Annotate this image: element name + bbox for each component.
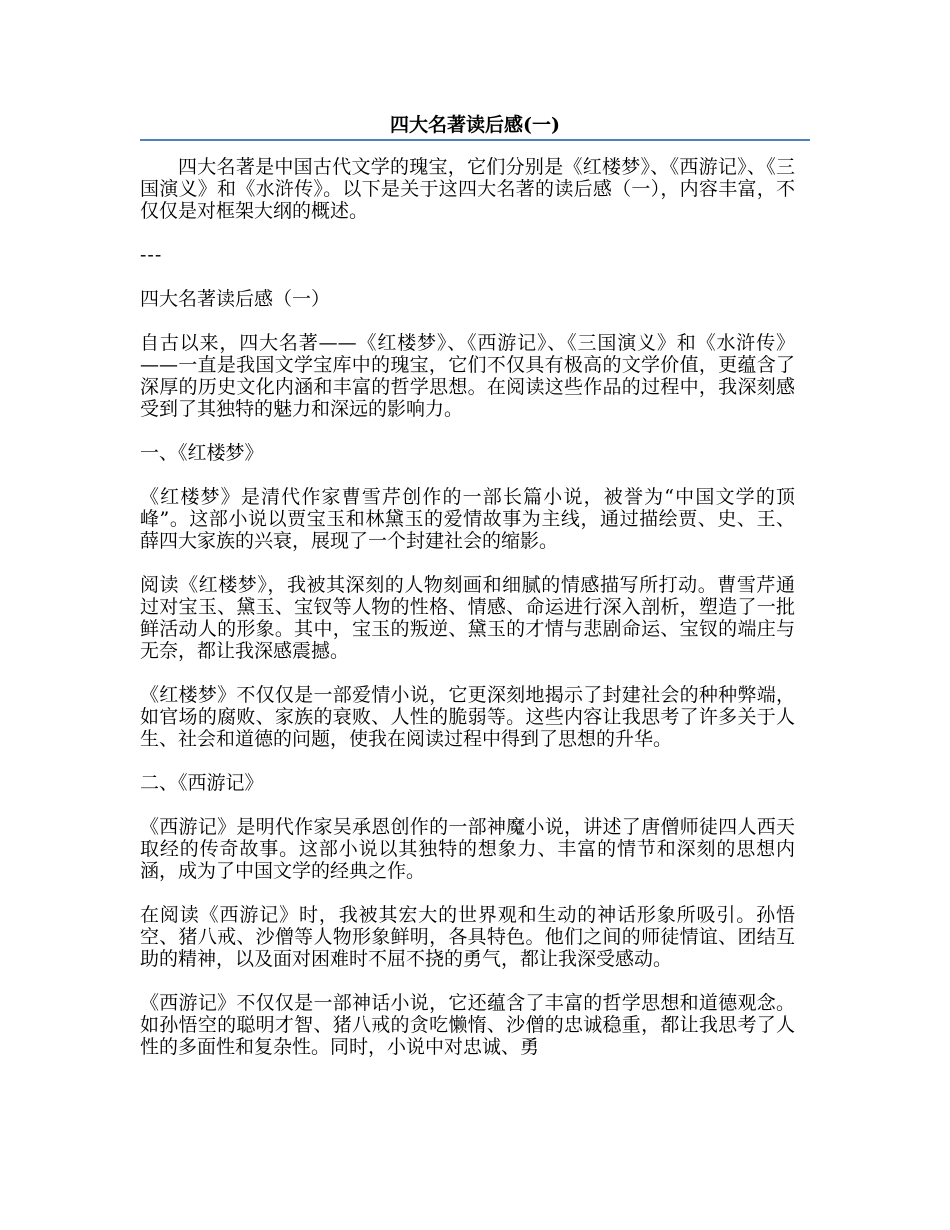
body-paragraph: 《西游记》是明代作家吴承恩创作的一部神魔小说，讲述了唐僧师徒四人西天取经的传奇故事。这部小说以其独特的想象力、丰富的情节和深刻的思想内涵，成为了中国文学的经典之作。: [140, 816, 795, 882]
title-underline: [140, 139, 810, 141]
body-paragraph: 《红楼梦》不仅仅是一部爱情小说，它更深刻地揭示了封建社会的种种弊端，如官场的腐败、家族的衰败、人性的脆弱等。这些内容让我思考了许多关于人生、社会和道德的问题，使我在阅读过程中得到了思想的升华。: [140, 684, 795, 750]
section-separator: ---: [140, 244, 163, 266]
body-paragraph: 在阅读《西游记》时，我被其宏大的世界观和生动的神话形象所吸引。孙悟空、猪八戒、沙僧等人物形象鲜明，各具特色。他们之间的师徒情谊、团结互助的精神，以及面对困难时不屈不挠的勇气，都让我深受感动。: [140, 904, 795, 970]
document-body: [140, 156, 795, 1080]
essay-heading: 四大名著读后感（一）: [140, 288, 331, 310]
document-title: 四大名著读后感(一): [390, 114, 560, 136]
body-paragraph: 自古以来，四大名著——《红楼梦》、《西游记》、《三国演义》和《水浒传》——一直是我国文学宝库中的瑰宝，它们不仅具有极高的文学价值，更蕴含了深厚的历史文化内涵和丰富的哲学思想。在阅读这些作品的过程中，我深刻感受到了其独特的魅力和深远的影响力。: [140, 332, 795, 420]
section-heading-hongloumeng: 一、《红楼梦》: [140, 442, 264, 464]
body-paragraph: 《红楼梦》是清代作家曹雪芹创作的一部长篇小说，被誉为“中国文学的顶峰”。这部小说以贾宝玉和林黛玉的爱情故事为主线，通过描绘贾、史、王、薛四大家族的兴衰，展现了一个封建社会的缩影。: [140, 486, 795, 552]
intro-paragraph: 四大名著是中国古代文学的瑰宝，它们分别是《红楼梦》、《西游记》、《三国演义》和《水浒传》。以下是关于这四大名著的读后感（一），内容丰富，不仅仅是对框架大纲的概述。: [140, 156, 795, 222]
body-paragraph: 《西游记》不仅仅是一部神话小说，它还蕴含了丰富的哲学思想和道德观念。如孙悟空的聪明才智、猪八戒的贪吃懒惰、沙僧的忠诚稳重，都让我思考了人性的多面性和复杂性。同时，小说中对忠诚、勇: [140, 992, 795, 1058]
body-paragraph: 阅读《红楼梦》，我被其深刻的人物刻画和细腻的情感描写所打动。曹雪芹通过对宝玉、黛玉、宝钗等人物的性格、情感、命运进行深入剖析，塑造了一批鲜活动人的形象。其中，宝玉的叛逆、黛玉的才情与悲剧命运、宝钗的端庄与无奈，都让我深感震撼。: [140, 574, 795, 662]
section-heading-xiyouji: 二、《西游记》: [140, 772, 264, 794]
